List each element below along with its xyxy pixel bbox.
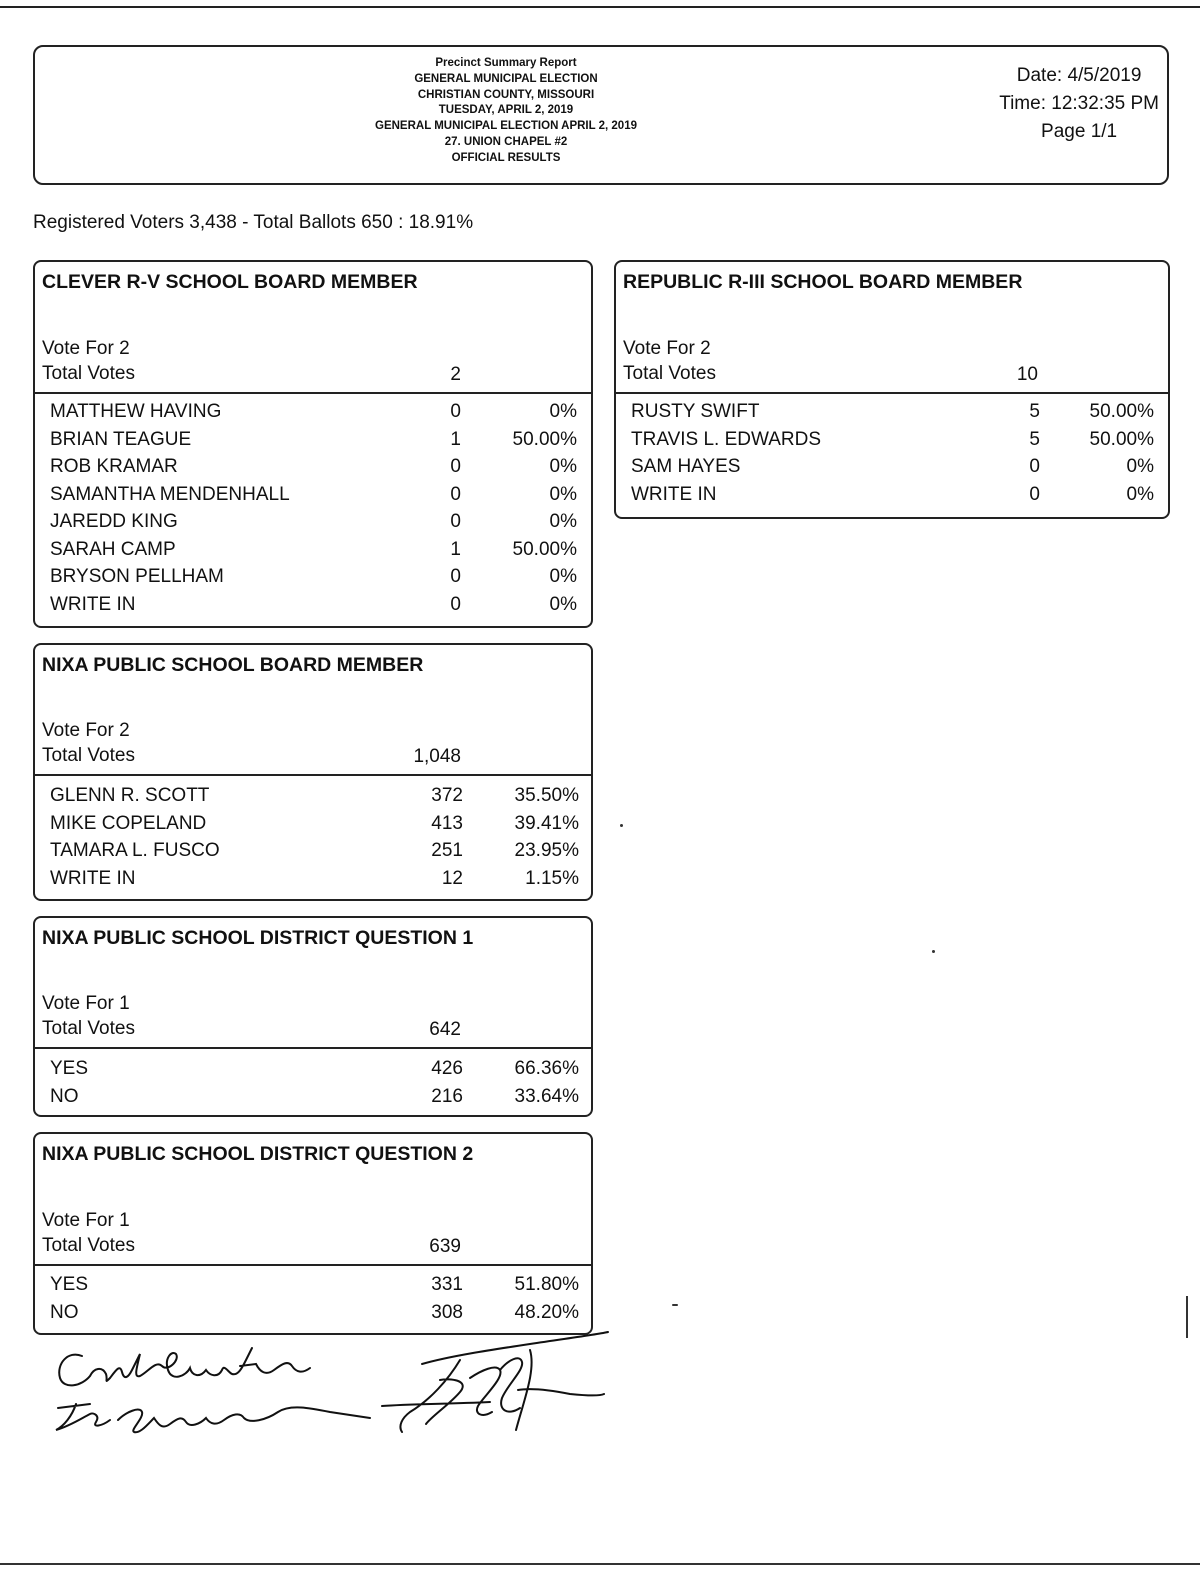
top-edge-line xyxy=(0,0,1200,8)
candidate-percent: 50.00% xyxy=(512,428,577,450)
total-votes-label: Total Votes xyxy=(42,363,135,384)
candidate-row xyxy=(616,401,1168,429)
election-subtitle: GENERAL MUNICIPAL ELECTION APRIL 2, 2019 xyxy=(375,120,637,133)
report-title: Precinct Summary Report xyxy=(435,57,577,69)
total-votes-value: 2 xyxy=(450,364,461,385)
candidate-row xyxy=(35,456,591,484)
candidate-votes: 0 xyxy=(450,593,461,615)
report-meta xyxy=(999,62,1159,146)
candidate-row xyxy=(35,401,591,429)
contest-nixa-question-2 xyxy=(33,1132,593,1335)
total-votes-value: 639 xyxy=(429,1236,461,1257)
vote-for: Vote For 1 xyxy=(42,993,130,1014)
contest-title: CLEVER R-V SCHOOL BOARD MEMBER xyxy=(42,271,418,293)
candidate-votes: 0 xyxy=(450,511,461,532)
header-divider xyxy=(35,392,591,394)
candidate-name: TAMARA L. FUSCO xyxy=(50,840,220,861)
candidate-percent: 0% xyxy=(1126,483,1154,505)
candidate-name: GLENN R. SCOTT xyxy=(50,785,210,806)
report-time: Time: 12:32:35 PM xyxy=(999,93,1159,114)
candidate-row xyxy=(35,1086,591,1114)
candidate-name: BRYSON PELLHAM xyxy=(50,566,224,587)
candidate-row xyxy=(35,511,591,539)
candidate-list xyxy=(35,785,591,895)
candidate-name: BRIAN TEAGUE xyxy=(50,428,192,450)
results-status: OFFICIAL RESULTS xyxy=(451,151,561,164)
election-name: GENERAL MUNICIPAL ELECTION xyxy=(414,72,598,85)
candidate-name: MATTHEW HAVING xyxy=(50,401,222,422)
candidate-row xyxy=(35,566,591,594)
candidate-percent: 0% xyxy=(549,511,577,532)
contest-title: NIXA PUBLIC SCHOOL DISTRICT QUESTION 1 xyxy=(42,927,474,949)
candidate-list xyxy=(35,1058,591,1113)
scan-speck xyxy=(620,824,623,827)
candidate-name: WRITE IN xyxy=(50,867,136,889)
contest-republic-r-iii xyxy=(614,260,1170,519)
page-number: Page 1/1 xyxy=(1041,121,1118,142)
candidate-row xyxy=(616,484,1168,512)
candidate-row xyxy=(616,456,1168,484)
candidate-row xyxy=(616,429,1168,457)
candidate-name: YES xyxy=(50,1274,89,1295)
candidate-votes: 251 xyxy=(431,840,463,861)
candidate-row xyxy=(35,840,591,868)
candidate-name: SAM HAYES xyxy=(631,456,741,477)
candidate-percent: 50.00% xyxy=(1089,401,1154,422)
candidate-percent: 51.80% xyxy=(514,1274,579,1295)
total-votes-label: Total Votes xyxy=(42,1235,135,1256)
report-header-lines xyxy=(235,56,777,167)
vote-for: Vote For 2 xyxy=(42,338,130,359)
contest-title: NIXA PUBLIC SCHOOL BOARD MEMBER xyxy=(42,654,424,676)
candidate-percent: 0% xyxy=(1126,456,1154,477)
candidate-name: SARAH CAMP xyxy=(50,538,176,560)
total-votes-value: 1,048 xyxy=(413,746,461,767)
signatures xyxy=(30,1320,630,1450)
candidate-percent: 50.00% xyxy=(1089,428,1154,450)
header-divider xyxy=(35,1264,591,1266)
candidate-name: WRITE IN xyxy=(631,483,717,505)
candidate-votes: 12 xyxy=(441,867,463,889)
candidate-votes: 216 xyxy=(431,1085,463,1107)
vote-for: Vote For 2 xyxy=(623,338,711,359)
scan-speck xyxy=(932,950,935,953)
candidate-votes: 1 xyxy=(450,538,461,560)
contest-nixa-question-1 xyxy=(33,916,593,1117)
right-edge-mark xyxy=(1186,1296,1188,1338)
precinct-name: 27. UNION CHAPEL #2 xyxy=(444,135,568,148)
candidate-row xyxy=(35,785,591,813)
bottom-edge-line xyxy=(0,1563,1200,1565)
candidate-percent: 35.50% xyxy=(514,785,579,806)
contest-nixa-board-member xyxy=(33,643,593,901)
contest-title: NIXA PUBLIC SCHOOL DISTRICT QUESTION 2 xyxy=(42,1143,474,1165)
candidate-votes: 372 xyxy=(431,785,463,806)
county-name: CHRISTIAN COUNTY, MISSOURI xyxy=(417,88,595,101)
report-header xyxy=(33,45,1169,185)
candidate-votes: 0 xyxy=(1029,483,1040,505)
candidate-votes: 5 xyxy=(1029,428,1040,450)
candidate-votes: 331 xyxy=(431,1274,463,1295)
candidate-percent: 50.00% xyxy=(512,538,577,560)
candidate-name: JAREDD KING xyxy=(50,511,178,532)
candidate-percent: 0% xyxy=(549,593,577,615)
candidate-votes: 426 xyxy=(431,1058,463,1079)
candidate-percent: 0% xyxy=(549,456,577,477)
contest-title: REPUBLIC R-III SCHOOL BOARD MEMBER xyxy=(623,271,1023,293)
candidate-percent: 0% xyxy=(549,401,577,422)
candidate-row xyxy=(35,813,591,841)
candidate-row xyxy=(35,868,591,896)
candidate-votes: 308 xyxy=(431,1301,463,1323)
candidate-name: NO xyxy=(50,1085,79,1107)
header-divider xyxy=(616,392,1168,394)
candidate-votes: 413 xyxy=(431,812,463,834)
contest-clever-r-v xyxy=(33,260,593,628)
candidate-percent: 1.15% xyxy=(525,867,579,889)
candidate-votes: 0 xyxy=(450,483,461,505)
voter-summary: Registered Voters 3,438 - Total Ballots 650 : 18.91% xyxy=(33,212,474,233)
header-divider xyxy=(35,774,591,776)
scan-speck xyxy=(672,1304,678,1306)
header-divider xyxy=(35,1047,591,1049)
candidate-name: YES xyxy=(50,1058,89,1079)
total-votes-label: Total Votes xyxy=(42,1018,135,1039)
candidate-votes: 0 xyxy=(450,456,461,477)
candidate-row xyxy=(35,429,591,457)
candidate-votes: 0 xyxy=(450,401,461,422)
candidate-row xyxy=(35,594,591,622)
candidate-row xyxy=(35,484,591,512)
candidate-name: RUSTY SWIFT xyxy=(631,401,760,422)
total-votes-value: 642 xyxy=(429,1019,461,1040)
candidate-name: TRAVIS L. EDWARDS xyxy=(631,428,822,450)
total-votes-value: 10 xyxy=(1016,364,1038,385)
top-edge-scribble xyxy=(0,0,240,5)
candidate-name: MIKE COPELAND xyxy=(50,812,207,834)
election-date: TUESDAY, APRIL 2, 2019 xyxy=(438,104,574,117)
candidate-row xyxy=(35,539,591,567)
candidate-votes: 0 xyxy=(1029,456,1040,477)
total-votes-label: Total Votes xyxy=(623,363,716,384)
report-date: Date: 4/5/2019 xyxy=(1016,65,1142,86)
candidate-name: SAMANTHA MENDENHALL xyxy=(50,483,290,505)
vote-for: Vote For 1 xyxy=(42,1210,130,1231)
candidate-row xyxy=(35,1274,591,1302)
candidate-list xyxy=(616,401,1168,511)
candidate-row xyxy=(35,1058,591,1086)
candidate-percent: 33.64% xyxy=(514,1085,579,1107)
signature-1 xyxy=(30,1320,630,1450)
candidate-percent: 23.95% xyxy=(514,840,579,861)
candidate-list xyxy=(35,401,591,621)
candidate-votes: 5 xyxy=(1029,401,1040,422)
candidate-votes: 1 xyxy=(450,428,461,450)
total-votes-label: Total Votes xyxy=(42,745,135,766)
candidate-votes: 0 xyxy=(450,566,461,587)
candidate-percent: 48.20% xyxy=(514,1301,579,1323)
candidate-percent: 0% xyxy=(549,566,577,587)
candidate-percent: 66.36% xyxy=(514,1058,579,1079)
candidate-percent: 0% xyxy=(549,483,577,505)
candidate-name: WRITE IN xyxy=(50,593,136,615)
candidate-name: NO xyxy=(50,1301,79,1323)
vote-for: Vote For 2 xyxy=(42,720,130,741)
candidate-percent: 39.41% xyxy=(514,812,579,834)
candidate-name: ROB KRAMAR xyxy=(50,456,178,477)
